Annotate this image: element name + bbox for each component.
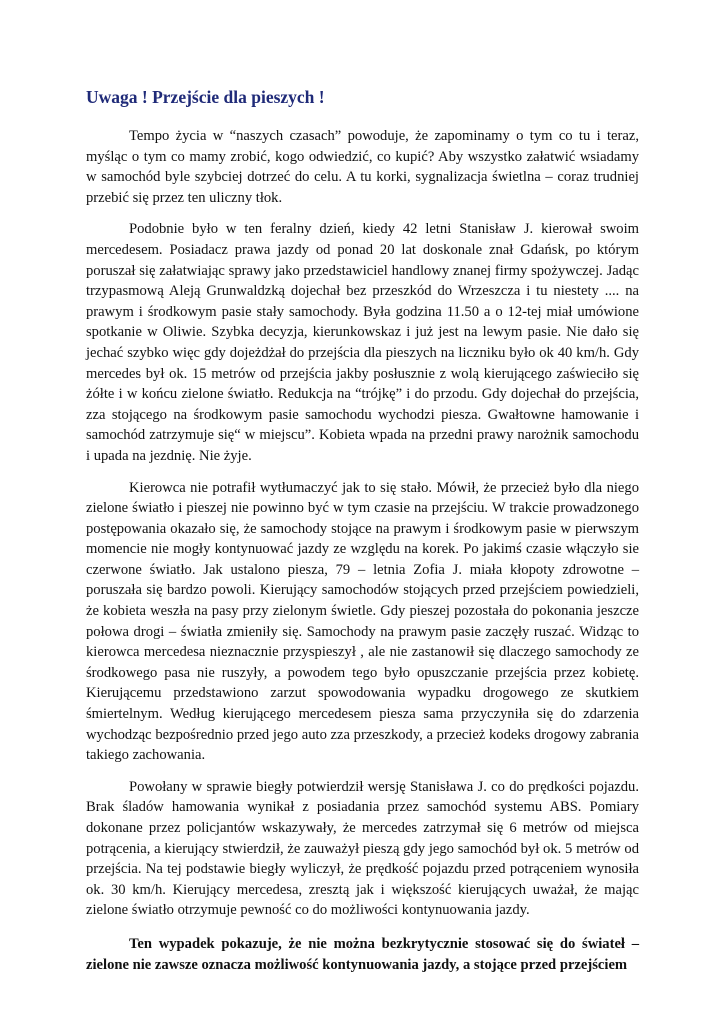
paragraph-investigation: Kierowca nie potrafił wytłumaczyć jak to się stało. Mówił, że przecież było dla niego zielone światło i pieszej nie powinno być w tym czasie na przejściu. W trakcie prowadzonego postępowania okazało się, że samochody stojące na prawym i środkowym pasie w pierwszym momencie nie mogły kontynuować jazdy ze względu na korek. Po jakimś czasie włączyło sie czerwone światło. Jak ustalono piesza, 79 – letnia Zofia J. miała kłopoty zdrowotne – poruszała się bardzo powoli. Kierujący samochodów stojących przed przejściem powiedzieli, że kobieta weszła na pasy przy zielonym świetle. Gdy pieszej pozostała do pokonania jeszcze połowa drogi – światła zmieniły się. Samochody na prawym pasie zaczęły ruszać. Widząc to kierowca mercedesa nieznacznie przyspieszył , ale nie zastanowił się dlaczego samochody ze środkowego pasa nie ruszyły, a powodem tego było opuszczanie przejścia przez kobietę. Kierującemu przedstawiono zarzut spowodowania wypadku drogowego ze skutkiem śmiertelnym. Według kierującego mercedesem piesza sama przyczyniła się do zdarzenia wychodząc bezpośrednio przed jego auto zza przeszkody, a przecież kodeks drogowy zabrania takiego zachowania. — [86, 479, 639, 764]
paragraph-intro: Tempo życia w “naszych czasach” powoduje, że zapominamy o tym co tu i teraz, myśląc o tym co mamy zrobić, kogo odwiedzić, co kupić? Aby wszystko załatwić wsiadamy w samochód byle szybciej dotrzeć do celu. A tu korki, sygnalizacja świetlna – coraz trudniej przebić się przez ten uliczny tłok. — [86, 128, 639, 206]
document-title: Uwaga ! Przejście dla pieszych ! — [86, 87, 325, 107]
document-page — [86, 86, 639, 986]
paragraph-conclusion: Ten wypadek pokazuje, że nie można bezkrytycznie stosować się do świateł – zielone nie zawsze oznacza możliwość kontynuowania jazdy, a stojące przed przejściem — [86, 935, 639, 973]
paragraph-expert: Powołany w sprawie biegły potwierdził wersję Stanisława J. co do prędkości pojazdu. Brak śladów hamowania wynikał z posiadania przez samochód systemu ABS. Pomiary dokonane przez policjantów wskazywały, że mercedes zatrzymał się 6 metrów od miejsca potrącenia, a kierujący stwierdził, że zauważył pieszą gdy jego samochód był ok. 5 metrów od przejścia. Na tej podstawie biegły wyliczył, że prędkość pojazdu przed potrąceniem wynosiła ok. 30 km/h. Kierujący mercedesa, zresztą jak i większość kierujących uważał, że mając zielone światło otrzymuje pewność co do możliwości kontynuowania jazdy. — [86, 778, 639, 919]
paragraph-accident: Podobnie było w ten feralny dzień, kiedy 42 letni Stanisław J. kierował swoim mercedesem. Posiadacz prawa jazdy od ponad 20 lat doskonale znał Gdańsk, po którym poruszał się załatwiając sprawy jako przedstawiciel handlowy znanej firmy spożywczej. Jadąc trzypasmową Aleją Grunwaldzką dojechał bez przeszkód do Wrzeszcza i tu niestety .... na prawym i środkowym pasie stały samochody. Była godzina 11.50 a o 12-tej miał umówione spotkanie w Oliwie. Szybka decyzja, kierunkowskaz i już jest na lewym pasie. Nie dało się jechać szybko więc gdy dojeżdżał do przejścia dla pieszych na liczniku było ok 40 km/h. Gdy mercedes był ok. 15 metrów od przejścia jakby posłusznie z wolą kierującego zaświeciło się żółte i w końcu zielone światło. Redukcja na “trójkę” i do przodu. Gdy dojechał do przejścia, zza stojącego na środkowym pasie samochodu wychodzi piesza. Gwałtowne hamowanie i samochód zatrzymuje się“ w miejscu”. Kobieta wpada na przedni prawy narożnik samochodu i upada na jezdnię. Nie żyje. — [86, 221, 639, 464]
